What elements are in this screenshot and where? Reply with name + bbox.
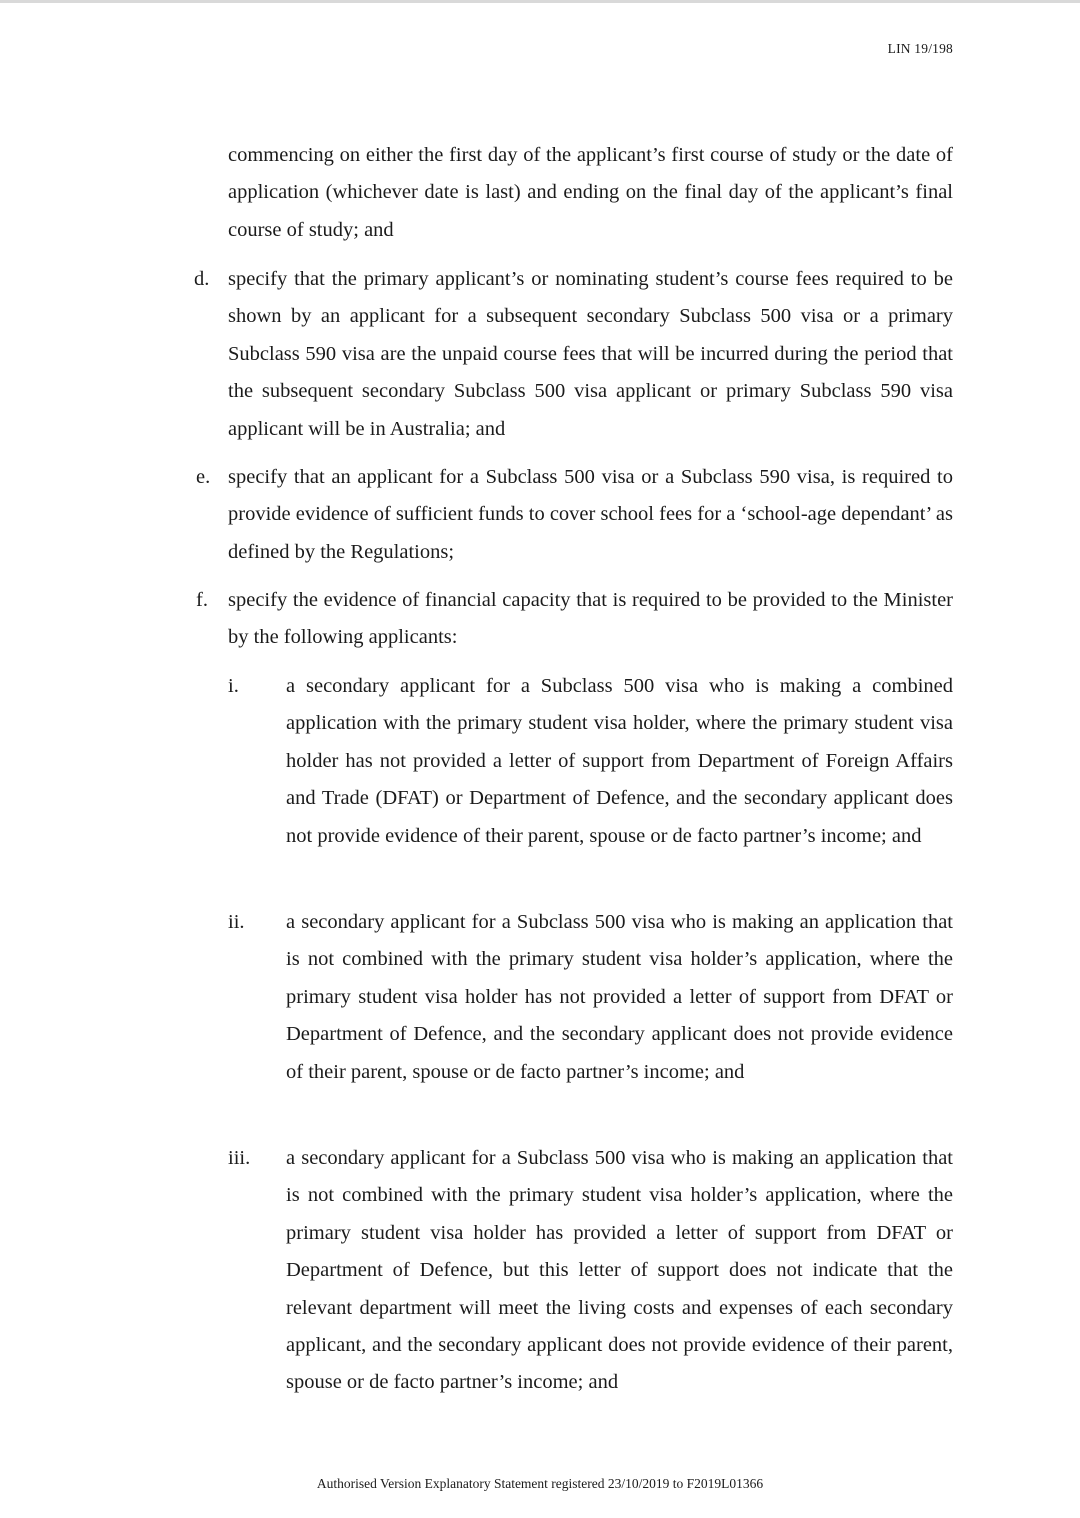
subitem-iii-text: a secondary applicant for a Subclass 500 visa who is making an application that is not combined with the primary student visa holder’s application, where the primary student visa holder has provided a letter of support from DFAT or Department of Defence, but this letter of support does not indicate that the relevant department will meet the living costs and expenses of each secondary applicant, and the secondary applicant does not provide evidence of their parent, spouse or de facto partner’s income; and — [286, 1147, 953, 1394]
subitem-ii-marker: ii. — [228, 911, 245, 933]
item-d-text: specify that the primary applicant’s or nominating student’s course fees required to be shown by an applicant for a subsequent secondary Subclass 500 visa or a primary Subclass 590 visa are the unpaid course fees that will be incurred during the period that the subsequent secondary Subclass 500 visa applicant or primary Subclass 590 visa applicant will be in Australia; and — [228, 268, 953, 440]
item-f-marker: f. — [196, 589, 208, 611]
item-f-text: specify the evidence of financial capacity that is required to be provided to the Minister by the following applicants: — [228, 589, 953, 649]
document-reference: LIN 19/198 — [887, 41, 953, 56]
page-footer: Authorised Version Explanatory Statement registered 23/10/2019 to F2019L01366 — [316, 1476, 764, 1491]
item-d-marker: d. — [194, 268, 210, 290]
continuation-paragraph: commencing on either the first day of the applicant’s first course of study or the date of application (whichever date is last) and ending on the final day of the applicant’s final course of study; and — [228, 144, 953, 241]
subitem-i-marker: i. — [228, 675, 239, 697]
subitem-i-text: a secondary applicant for a Subclass 500 visa who is making a combined application with the primary student visa holder, where the primary student visa holder has not provided a letter of support from Department of Foreign Affairs and Trade (DFAT) or Department of Defence, and the secondary applicant does not provide evidence of their parent, spouse or de facto partner’s income; and — [286, 675, 953, 847]
item-e-marker: e. — [196, 466, 211, 488]
subitem-iii-marker: iii. — [228, 1147, 251, 1169]
page-top-border — [0, 0, 1080, 3]
item-e-text: specify that an applicant for a Subclass 500 visa or a Subclass 590 visa, is required to provide evidence of sufficient funds to cover school fees for a ‘school-age dependant’ as defined by the Regulations; — [228, 466, 954, 563]
subitem-ii-text: a secondary applicant for a Subclass 500 visa who is making an application that is not combined with the primary student visa holder’s application, where the primary student visa holder has not provided a letter of support from DFAT or Department of Defence, and the secondary applicant does not provide evidence of their parent, spouse or de facto partner’s income; and — [286, 911, 953, 1083]
